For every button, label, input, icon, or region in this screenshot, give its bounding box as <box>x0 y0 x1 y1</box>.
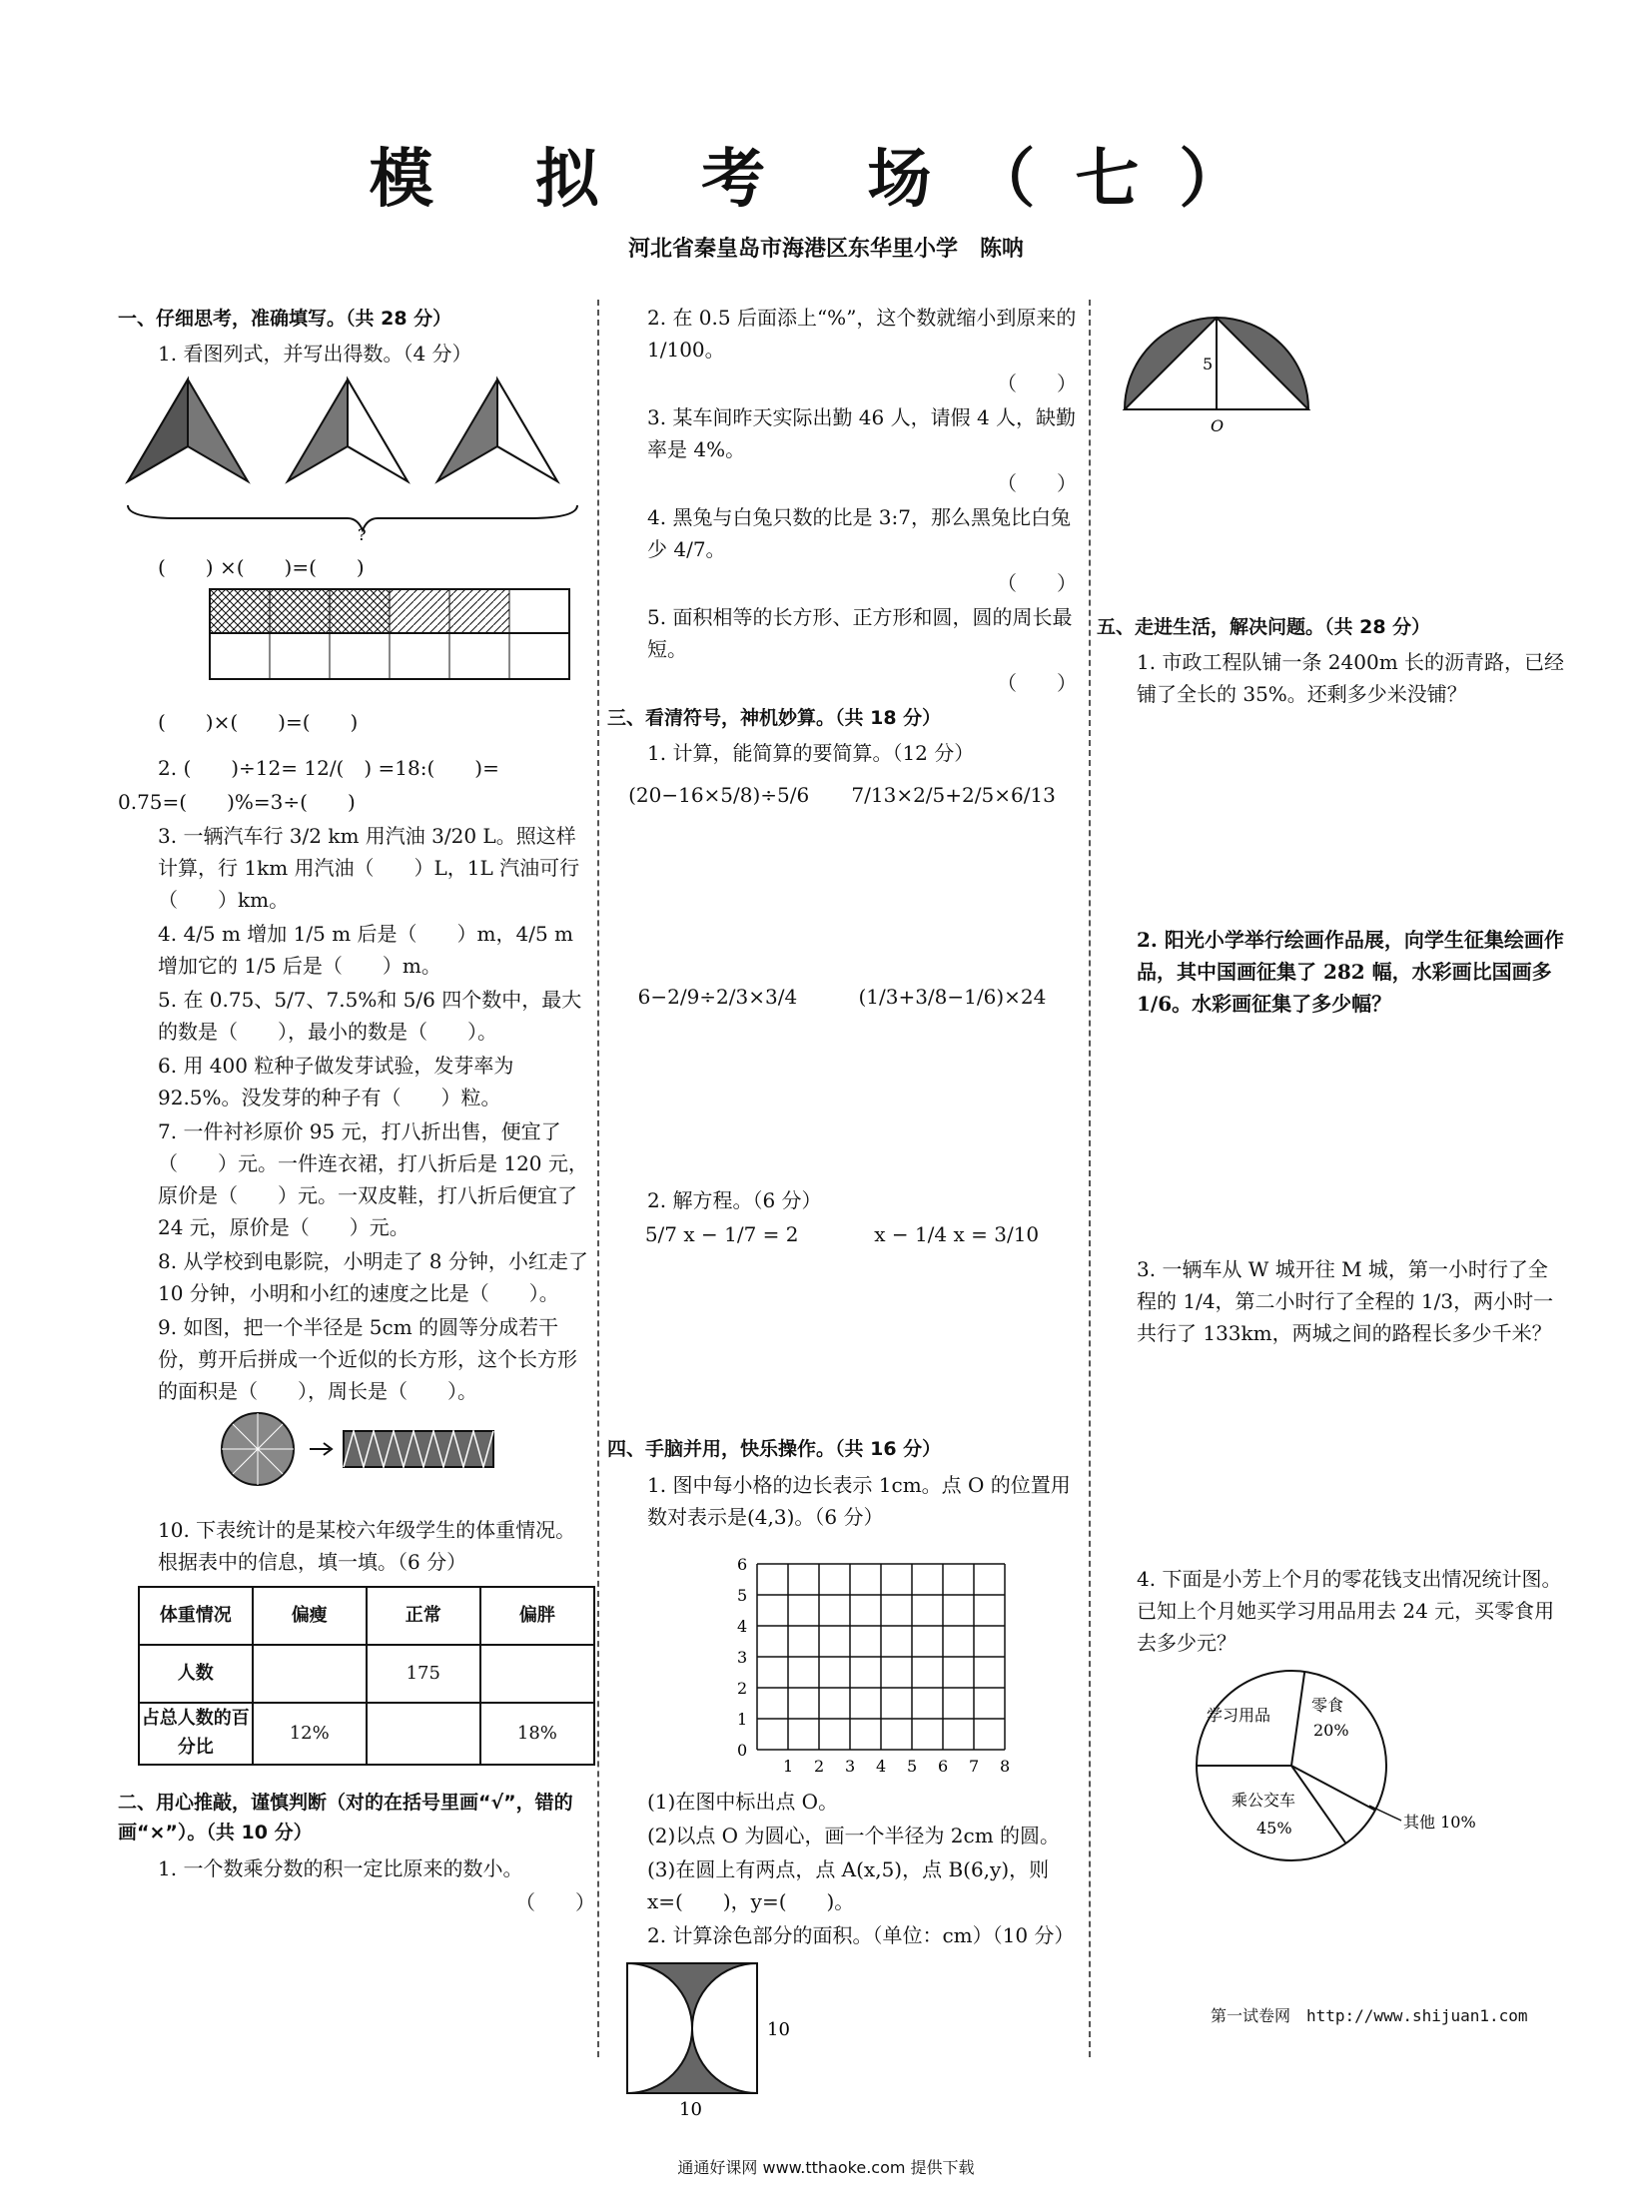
judge-1: 1. 一个数乘分数的积一定比原来的数小。 <box>158 1855 523 1880</box>
question-1-3: 3. 一辆汽车行 3/2 km 用汽油 3/20 L。照这样计算，行 1km 用汽油（ ）L，1L 汽油可行（ ）km。 <box>158 824 580 913</box>
brace <box>118 500 587 540</box>
formula-b: ( )×( )=( ) <box>158 710 359 735</box>
y-tick-label: 4 <box>737 1616 748 1636</box>
question-1-10: 10. 下表统计的是某校六年级学生的体重情况。根据表中的信息，填一填。（6 分） <box>158 1518 576 1575</box>
expression-1: (20−16×5/8)÷5/6 <box>628 783 810 808</box>
section-5-heading: 五、走进生活，解决问题。（共 28 分） <box>1097 616 1431 638</box>
x-tick-label: 4 <box>876 1756 887 1775</box>
column-3 <box>1097 300 1566 1889</box>
column-divider <box>1089 300 1091 2057</box>
judge-5-paren[interactable]: （ ） <box>997 671 1077 695</box>
semicircle-figure <box>1097 300 1566 439</box>
grid-task-2: (2)以点 O 为圆心，画一个半径为 2cm 的圆。 <box>647 1823 1061 1847</box>
problem-2: 2. 阳光小学举行绘画作品展，向学生征集绘画作品，其中国画征集了 282 幅，水彩画比国画多 1/6。水彩画征集了多少幅？ <box>1137 928 1564 1017</box>
judge-2-paren[interactable]: （ ） <box>997 371 1077 395</box>
question-1-9: 9. 如图，把一个半径是 5cm 的圆等分成若干份，剪开后拼成一个近似的长方形，这个长方形的面积是（ ），周长是（ ）。 <box>158 1315 577 1404</box>
problem-4: 4. 下面是小芳上个月的零花钱支出情况统计图。已知上个月她买学习用品用去 24 元，买零食用去多少元？ <box>1137 1567 1562 1656</box>
x-tick-label: 5 <box>907 1756 918 1775</box>
question-1-2b: 0.75=( )%=3÷( ) <box>118 790 356 815</box>
table-header: 偏胖 <box>480 1587 594 1645</box>
expression-4: (1/3+3/8−1/6)×24 <box>858 985 1047 1010</box>
x-tick-label: 6 <box>938 1756 949 1775</box>
table-header: 体重情况 <box>139 1587 253 1645</box>
bottom-length-label: 10 <box>679 2098 702 2120</box>
shaded-area-question: 2. 计算涂色部分的面积。（单位：cm）（10 分） <box>647 1922 1075 1947</box>
x-tick-label: 7 <box>969 1756 980 1775</box>
column-1 <box>118 300 595 1920</box>
question-1-8: 8. 从学校到电影院，小明走了 8 分钟，小红走了 10 分钟，小明和小红的速度之比是（ ）。 <box>158 1249 588 1306</box>
equation-instructions: 2. 解方程。（6 分） <box>647 1188 822 1213</box>
triangle-figures <box>118 371 587 491</box>
page-title: 模 拟 考 场（七） <box>369 143 1283 217</box>
grid-question: 1. 图中每小格的边长表示 1cm。点 O 的位置用数对表示是(4,3)。（6 分） <box>647 1472 1071 1529</box>
question-1-1: 1. 看图列式，并写出得数。（4 分） <box>158 342 472 367</box>
equation-1: 5/7 x − 1/7 = 2 <box>644 1222 799 1247</box>
formula-a: ( ) ×( )=( ) <box>158 555 365 580</box>
download-footer: 通通好课网 www.tthaoke.com 提供下载 <box>677 2158 975 2177</box>
question-1-2: 2. ( )÷12= 12/( ) =18:( )= <box>158 756 499 781</box>
table-cell: 占总人数的百分比 <box>139 1703 253 1765</box>
pie-label-bus: 乘公交车 <box>1232 1791 1296 1811</box>
table-cell: 人数 <box>139 1645 253 1703</box>
arrow-triangle <box>437 379 557 481</box>
pie-label-snack-pct: 20% <box>1313 1721 1349 1741</box>
y-tick-label: 1 <box>737 1709 748 1729</box>
expression-2: 7/13×2/5+2/5×6/13 <box>851 783 1056 808</box>
section-2-heading: 二、用心推敲，谨慎判断（对的在括号里画“√”，错的画“×”）。（共 10 分） <box>118 1791 573 1844</box>
pie-label-bus-pct: 45% <box>1256 1819 1292 1839</box>
question-1-6: 6. 用 400 粒种子做发芽试验，发芽率为 92.5%。没发芽的种子有（ ）粒。 <box>158 1054 514 1110</box>
grid-task-3: (3)在圆上有两点，点 A(x,5)，点 B(6,y)，则 x=( )，y=( )。 <box>647 1856 1050 1913</box>
y-tick-label: 0 <box>737 1740 748 1760</box>
judge-3-paren[interactable]: （ ） <box>997 471 1077 495</box>
section-1-heading: 一、仔细思考，准确填写。（共 28 分） <box>118 308 452 330</box>
table-cell <box>480 1645 594 1703</box>
judge-4: 4. 黑兔与白兔只数的比是 3:7，那么黑兔比白兔少 4/7。 <box>647 505 1071 561</box>
shaded-square-figure <box>607 1953 1077 2123</box>
column-divider <box>597 300 599 2057</box>
x-tick-label: 3 <box>845 1756 856 1775</box>
section-4-heading: 四、手脑并用，快乐操作。（共 16 分） <box>607 1438 942 1461</box>
weight-table <box>138 1586 595 1766</box>
judge-1-paren[interactable]: （ ） <box>515 1889 595 1914</box>
brace-label: ? <box>358 525 367 541</box>
question-1-7: 7. 一件衬衫原价 95 元，打八折出售，便宜了（ ）元。一件连衣裙，打八折后是 120 元，原价是（ ）元。一双皮鞋，打八折后便宜了 24 元，原价是（ ）元。 <box>158 1119 588 1240</box>
author-line: 河北省秦皇岛市海港区东华里小学 陈呐 <box>627 236 1024 262</box>
judge-5: 5. 面积相等的长方形、正方形和圆，圆的周长最短。 <box>647 605 1073 661</box>
coordinate-grid[interactable] <box>607 1535 1077 1775</box>
y-tick-label: 6 <box>737 1554 748 1574</box>
column-2 <box>607 300 1077 2132</box>
site-footer: 第一试卷网 http://www.shijuan1.com <box>1211 2006 1528 2025</box>
y-tick-label: 3 <box>737 1647 748 1667</box>
radius-label: 5 <box>1203 355 1214 373</box>
problem-1: 1. 市政工程队铺一条 2400m 长的沥青路，已经铺了全长的 35%。还剩多少米没铺？ <box>1137 650 1565 707</box>
y-tick-label: 2 <box>737 1678 748 1698</box>
table-cell <box>253 1645 367 1703</box>
question-1-5: 5. 在 0.75、5/7、7.5%和 5/6 四个数中，最大的数是（ ），最小的数是（ ）。 <box>158 988 582 1045</box>
judge-2: 2. 在 0.5 后面添上“%”，这个数就缩小到原来的 1/100。 <box>647 306 1077 362</box>
table-header: 正常 <box>367 1587 480 1645</box>
table-cell <box>367 1703 480 1765</box>
judge-3: 3. 某车间昨天实际出勤 46 人，请假 4 人，缺勤率是 4%。 <box>647 405 1077 461</box>
hatched-bar <box>118 585 587 695</box>
table-row <box>139 1587 594 1645</box>
judge-4-paren[interactable]: （ ） <box>997 571 1077 595</box>
pie-chart <box>1097 1661 1566 1880</box>
y-tick-label: 5 <box>737 1585 748 1605</box>
table-cell: 12% <box>253 1703 367 1765</box>
pie-label-snack: 零食 <box>1311 1696 1344 1716</box>
table-cell: 175 <box>367 1645 480 1703</box>
arrow-triangle <box>128 379 248 481</box>
side-length-label: 10 <box>767 2018 790 2040</box>
grid-task-1: (1)在图中标出点 O。 <box>647 1789 839 1814</box>
problem-3: 3. 一辆车从 W 城开往 M 城，第一小时行了全程的 1/4，第二小时行了全程的 1/3，两小时一共行了 133km，两城之间的路程长多少千米？ <box>1137 1257 1554 1346</box>
x-tick-label: 2 <box>814 1756 825 1775</box>
pie-label-study: 学习用品 <box>1207 1706 1271 1726</box>
center-label: O <box>1211 416 1225 435</box>
table-row <box>139 1645 594 1703</box>
x-tick-label: 1 <box>783 1756 794 1775</box>
expression-3: 6−2/9÷2/3×3/4 <box>637 985 798 1010</box>
table-row <box>139 1703 594 1765</box>
calc-instructions: 1. 计算，能简算的要简算。（12 分） <box>647 741 975 766</box>
equation-2: x − 1/4 x = 3/10 <box>874 1222 1040 1247</box>
x-tick-label: 8 <box>1000 1756 1011 1775</box>
circle-to-rectangle-figure <box>118 1409 587 1489</box>
pie-label-other: 其他 10% <box>1403 1813 1476 1833</box>
section-3-heading: 三、看清符号，神机妙算。（共 18 分） <box>607 707 942 729</box>
table-header: 偏瘦 <box>253 1587 367 1645</box>
question-1-4: 4. 4/5 m 增加 1/5 m 后是（ ）m，4/5 m 增加它的 1/5 后是（ ）m。 <box>158 922 574 979</box>
table-cell: 18% <box>480 1703 594 1765</box>
arrow-triangle <box>288 379 408 481</box>
